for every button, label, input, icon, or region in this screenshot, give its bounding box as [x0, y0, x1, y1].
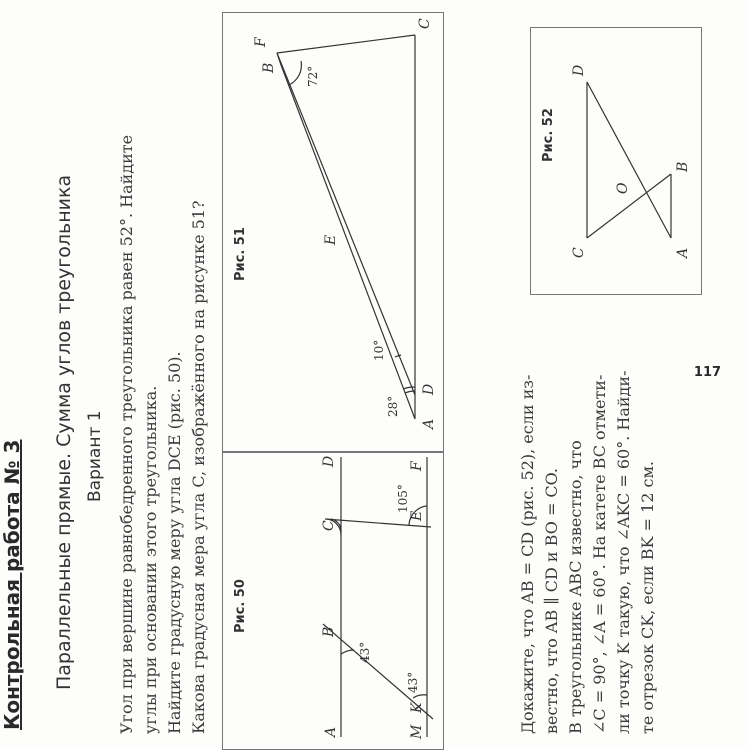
fig50-angle-105: 105°	[396, 484, 410, 513]
page-title: Контрольная работа № 3	[0, 439, 24, 730]
fig51-point-E: E	[323, 234, 339, 245]
fig50-angle-43-top: 43°	[358, 641, 372, 663]
fig50-point-A: A	[323, 726, 339, 737]
figure-50-panel	[222, 452, 444, 750]
fig50-point-B: B	[321, 626, 337, 637]
fig51-point-C: C	[417, 18, 433, 29]
fig51-angle-72: 72°	[306, 65, 320, 87]
fig51-point-D: D	[421, 383, 437, 395]
fig50-angle-43-bottom: 43°	[406, 671, 420, 693]
figure-50-drawing	[223, 451, 445, 749]
figure-52-label: Рис. 52	[541, 108, 556, 162]
fig51-point-F: F	[253, 37, 269, 47]
task-4-line-1: Докажите, что AB = CD (рис. 52), если из-	[518, 374, 537, 734]
fig50-point-M: M	[409, 724, 425, 739]
task-1	[115, 135, 163, 734]
variant-heading: Вариант 1	[85, 410, 105, 502]
task-5-line-4: те отрезок CK, если BK = 12 см.	[638, 461, 657, 734]
fig51-angle-28: 28°	[386, 395, 400, 417]
fig50-point-D: D	[321, 455, 337, 467]
figure-51-drawing	[223, 11, 445, 451]
task-1-line-1: Угол при вершине равнобедренного треугольника равен 52°. Найдите	[117, 134, 136, 734]
fig50-point-C: C	[321, 520, 337, 531]
fig51-segment-BF	[277, 53, 281, 65]
fig51-arc-72	[289, 61, 301, 85]
figure-51-label: Рис. 51	[233, 227, 248, 281]
fig51-arc-28-2	[403, 387, 415, 389]
figure-51-panel	[222, 12, 444, 452]
fig52-point-A: A	[675, 247, 691, 258]
task-5	[564, 371, 660, 734]
fig51-segment-FC	[277, 35, 415, 53]
page-number: 117	[693, 364, 722, 380]
fig52-point-D: D	[571, 64, 587, 76]
figure-52-panel	[530, 27, 702, 295]
fig51-point-A: A	[421, 418, 437, 429]
figure-52-drawing	[531, 26, 703, 294]
fig52-point-O: O	[615, 182, 631, 194]
task-2: Найдите градусную меру угла DCE (рис. 50).	[165, 351, 184, 734]
fig50-arc-43-top	[341, 650, 354, 654]
page-subtitle: Параллельные прямые. Сумма углов треугольника	[53, 174, 75, 690]
fig51-segment-AB	[281, 65, 415, 419]
task-4-line-2: вестно, что AB ∥ CD и BO = CO.	[542, 468, 561, 734]
fig51-point-B: B	[261, 62, 277, 73]
task-5-line-2: ∠C = 90°, ∠A = 60°. На катете BC отмети-	[590, 374, 609, 734]
task-5-line-1: В треугольнике ABC известно, что	[566, 440, 585, 734]
fig50-arc-43-bottom	[413, 695, 427, 698]
fig50-point-E: E	[409, 510, 425, 521]
task-1-line-2: углы при основании этого треугольника.	[141, 385, 160, 734]
fig52-segment-DA	[587, 82, 671, 238]
fig51-segment-DF	[277, 53, 415, 395]
fig52-point-B: B	[675, 161, 691, 172]
task-4	[516, 375, 564, 734]
fig50-point-F: F	[409, 461, 425, 471]
fig52-point-C: C	[571, 247, 587, 258]
fig50-point-K: K	[409, 702, 425, 713]
figure-50-label: Рис. 50	[233, 579, 248, 633]
task-5-line-3: ли точку K такую, что ∠AKC = 60°. Найди-	[614, 370, 633, 734]
fig51-angle-10: 10°	[372, 339, 386, 361]
task-3: Какова градусная мера угла C, изображённого на рисунке 51?	[189, 200, 208, 734]
